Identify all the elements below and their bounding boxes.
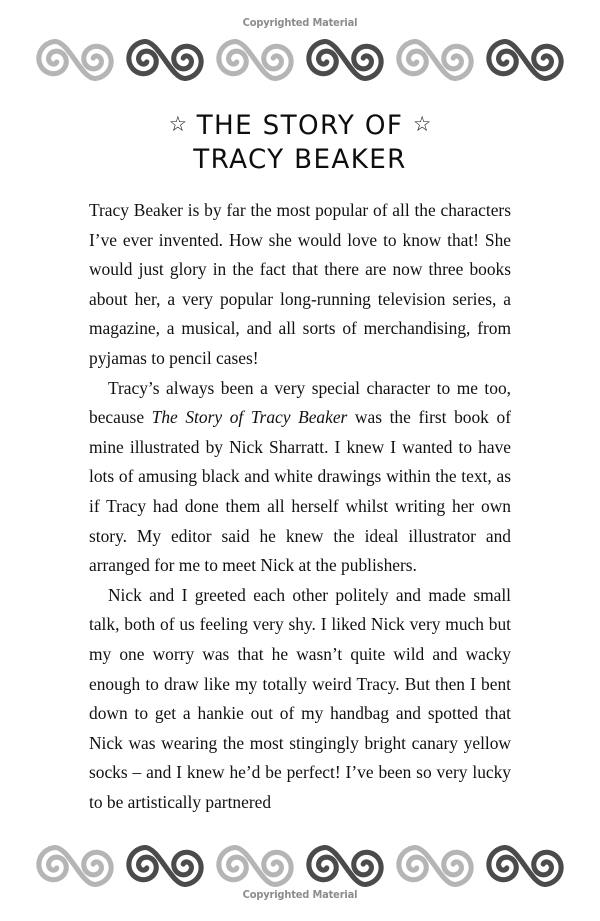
- title-line-1-text: THE STORY OF: [196, 110, 404, 141]
- ornament-band-top: [0, 32, 600, 88]
- double-spiral-ornament: [483, 840, 567, 892]
- copyright-watermark-bottom: Copyrighted Material: [242, 888, 358, 901]
- title-line-2: TRACY BEAKER: [193, 144, 407, 175]
- page-title: [0, 108, 600, 177]
- paragraph-text: was the first book of mine illustrated by Nick Sharratt. I knew I wanted to have lots of amusing black and white drawings within the text, as if Tracy had done them all herself whilst writing her own story. My editor said he knew the ideal illustrator and arranged for me to meet Nick at the publishers.: [89, 407, 511, 576]
- double-spiral-ornament: [213, 840, 297, 892]
- double-spiral-ornament: [483, 34, 567, 86]
- double-spiral-ornament: [123, 840, 207, 892]
- paragraph: [89, 374, 511, 581]
- double-spiral-ornament: [33, 840, 117, 892]
- paragraph-text: Tracy’s always been a very special character to me too, because: [89, 377, 511, 428]
- double-spiral-ornament: [303, 34, 387, 86]
- double-spiral-ornament: [393, 840, 477, 892]
- title-line-1: [9, 108, 591, 143]
- body-text: [89, 196, 511, 817]
- paragraph: Nick and I greeted each other politely and made small talk, both of us feeling very shy. I liked Nick very much but my one worry was that he wasn’t quite wild and wacky enough to draw like my totally weird Tracy. But then I bent down to get a hankie out of my handbag and spotted that Nick was wearing the most stingingly bright canary yellow socks – and I knew he’d be perfect! I’ve been so very lucky to be artistically partnered: [89, 584, 511, 812]
- copyright-watermark-top: Copyrighted Material: [242, 16, 358, 29]
- double-spiral-ornament: [303, 840, 387, 892]
- double-spiral-ornament: [123, 34, 207, 86]
- double-spiral-ornament: [393, 34, 477, 86]
- double-spiral-ornament: [213, 34, 297, 86]
- paragraph: Tracy Beaker is by far the most popular of all the characters I’ve ever invented. How she would love to know that! She would just glory in the fact that there are now three books about her, a very popular long-running television series, a magazine, a musical, and all sorts of merchandising, from pyjamas to pencil cases!: [89, 200, 511, 368]
- star-icon-left: ☆: [168, 112, 187, 136]
- star-icon-right: ☆: [412, 112, 432, 136]
- book-title-italic: The Story of Tracy Beaker: [151, 407, 348, 428]
- double-spiral-ornament: [33, 34, 117, 86]
- ornament-band-bottom: [0, 838, 600, 894]
